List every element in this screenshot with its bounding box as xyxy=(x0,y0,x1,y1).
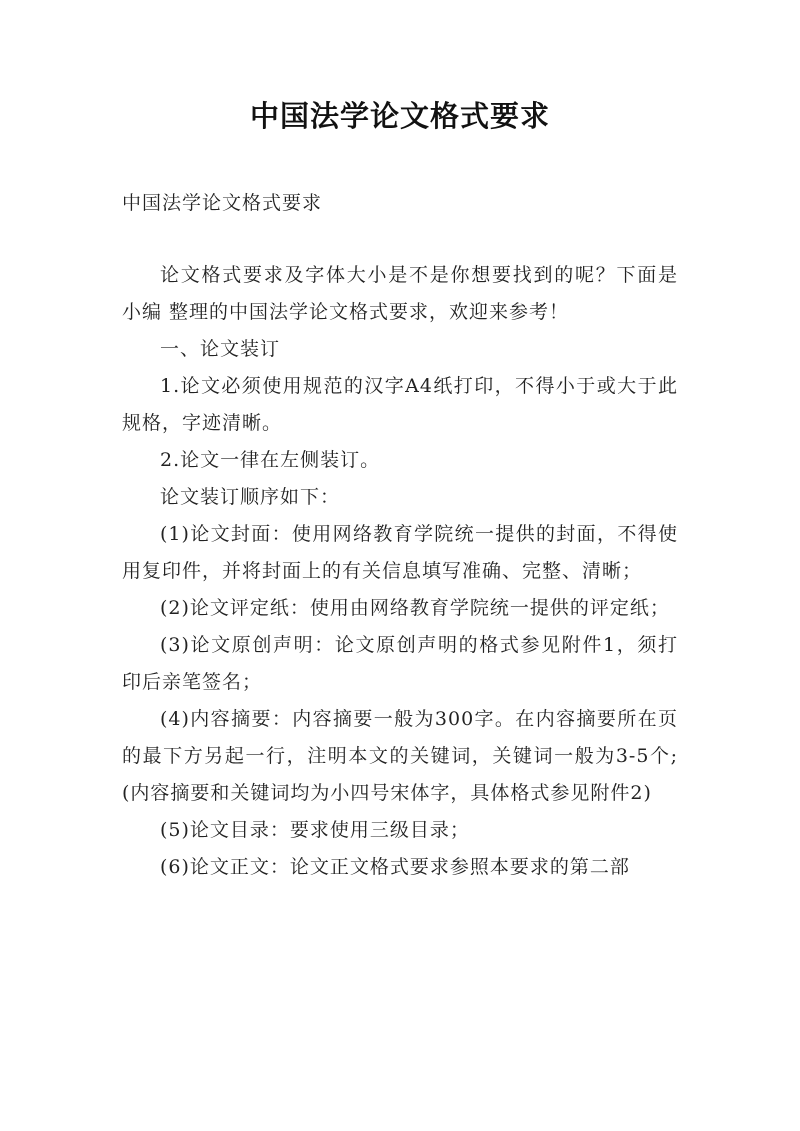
paragraph-item-6: (6)论文正文：论文正文格式要求参照本要求的第二部 xyxy=(160,856,630,878)
paragraph-item-1: (1)论文封面：使用网络教育学院统一提供的封面，不得使用复印件，并将封面上的有关信息填写准确、完整、清晰； xyxy=(122,523,678,582)
document-body xyxy=(122,257,678,886)
heading-binding: 一、论文装订 xyxy=(160,338,281,360)
paragraph-rule-1: 1.论文必须使用规范的汉字A4纸打印，不得小于或大于此规格，字迹清晰。 xyxy=(122,375,678,434)
document-subtitle: 中国法学论文格式要求 xyxy=(122,192,323,214)
paragraph-item-3: (3)论文原创声明：论文原创声明的格式参见附件1，须打印后亲笔签名； xyxy=(122,634,678,693)
paragraph-item-4: (4)内容摘要：内容摘要一般为300字。在内容摘要所在页的最下方另起一行，注明本文的关键词，关键词一般为3-5个;(内容摘要和关键词均为小四号宋体字，具体格式参见附件2) xyxy=(122,708,678,804)
paragraph-rule-2: 2.论文一律在左侧装订。 xyxy=(160,449,381,471)
document-title: 中国法学论文格式要求 xyxy=(249,99,550,133)
paragraph-intro: 论文格式要求及字体大小是不是你想要找到的呢？下面是小编 整理的中国法学论文格式要求，欢迎来参考！ xyxy=(122,264,678,323)
paragraph-order-heading: 论文装订顺序如下： xyxy=(160,486,341,508)
paragraph-item-2: (2)论文评定纸：使用由网络教育学院统一提供的评定纸； xyxy=(160,597,670,619)
paragraph-item-5: (5)论文目录：要求使用三级目录； xyxy=(160,819,470,841)
